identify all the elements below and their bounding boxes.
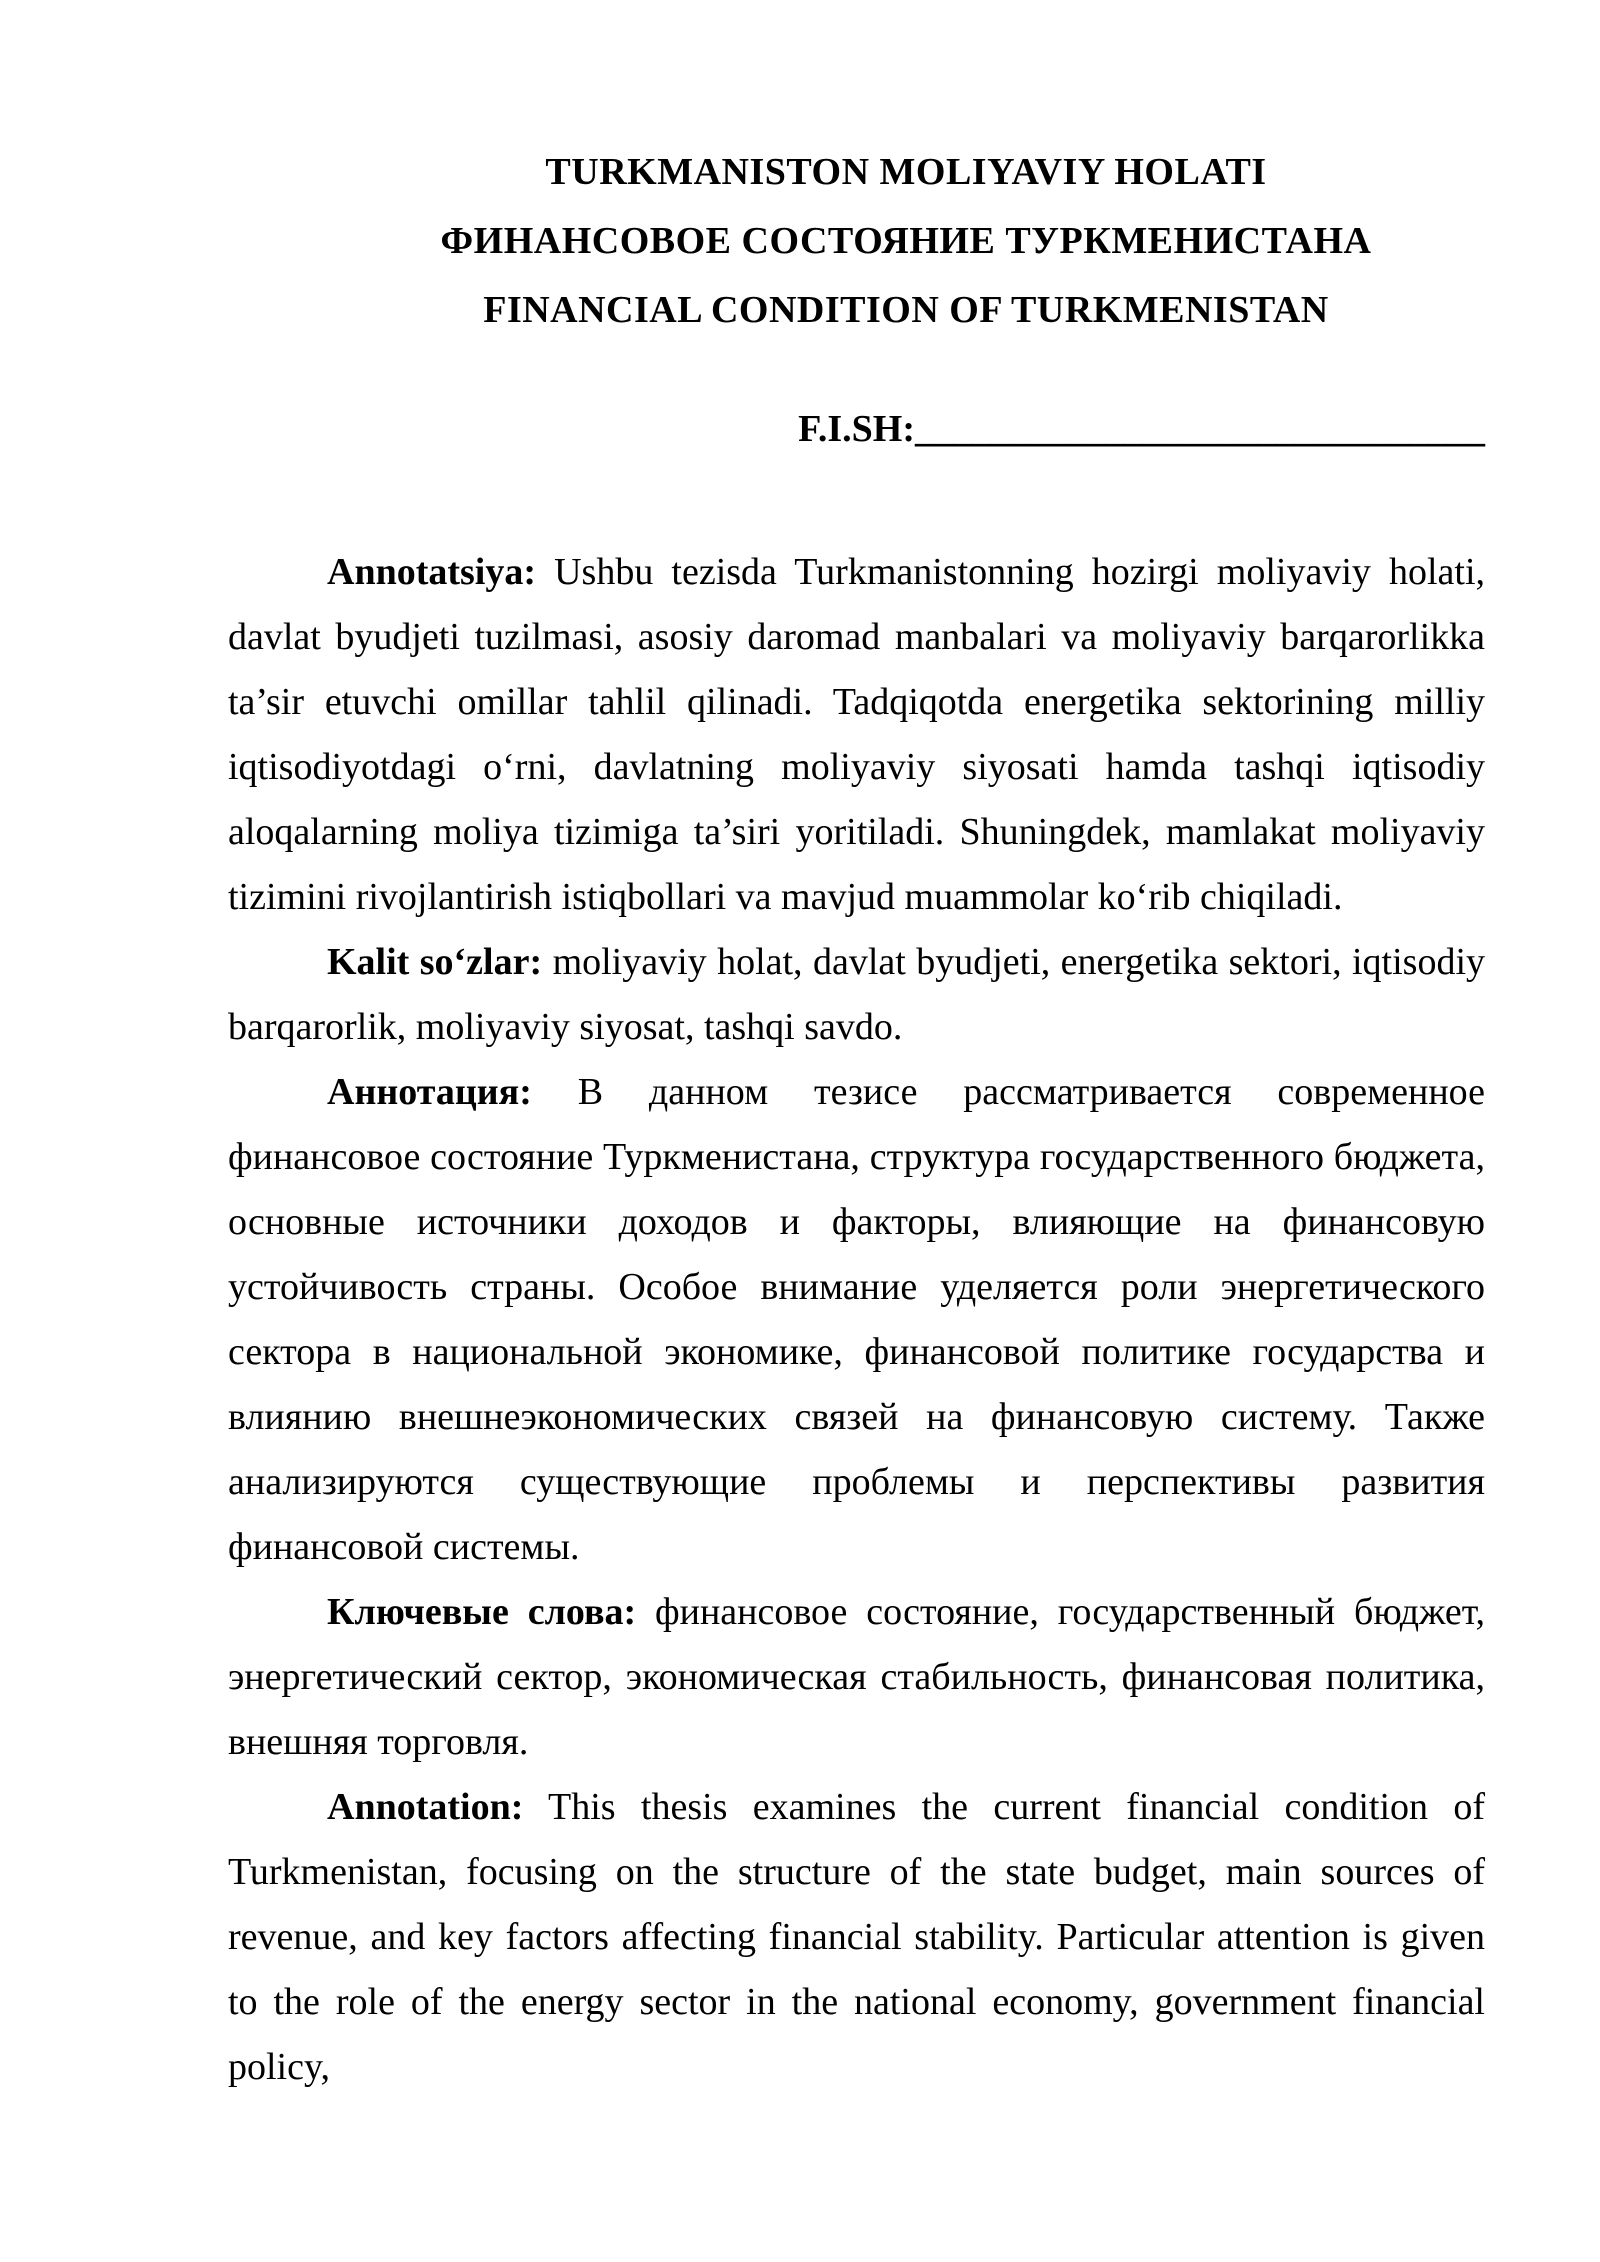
paragraph-keywords-uz-label: Kalit so‘zlar: xyxy=(327,941,543,983)
paragraph-annotation-ru-label: Аннотация: xyxy=(327,1071,532,1113)
paragraph-keywords-ru-label: Ключевые слова: xyxy=(327,1591,637,1633)
paragraph-annotation-en-label: Annotation: xyxy=(327,1786,524,1828)
paragraph-annotation-uz-label: Annotatsiya: xyxy=(327,551,537,593)
document-page xyxy=(228,0,1485,2100)
title-line-russian: ФИНАНСОВОЕ СОСТОЯНИЕ ТУРКМЕНИСТАНА xyxy=(440,220,1372,262)
abstract-body xyxy=(228,540,1485,2100)
title-line-uzbek: TURKMANISTON MOLIYAVIY HOLATI xyxy=(545,151,1267,193)
document-title xyxy=(327,138,1485,345)
title-line-english: FINANCIAL CONDITION OF TURKMENISTAN xyxy=(483,289,1329,331)
paragraph-annotation-uz-text: Ushbu tezisda Turkmanistonning hozirgi moliyaviy holati, davlat byudjeti tuzilmasi, asosiy daromad manbalari va moliyaviy barqarorlikka ta’sir etuvchi omillar tahlil qilinadi. Tadqiqotda energetika sektorining milliy iqtisodiyotdagi o‘rni, davlatning moliyaviy siyosati hamda tashqi iqtisodiy aloqalarning moliya tizimiga ta’siri yoritiladi. Shuningdek, mamlakat moliyaviy tizimini rivojlantirish istiqbollari va mavjud muammolar ko‘rib chiqiladi. xyxy=(228,551,1486,918)
fish-blank-underline: ______________________________ xyxy=(915,408,1485,450)
fish-label: F.I.SH: xyxy=(798,408,915,450)
paragraph-annotation-uz xyxy=(228,540,1485,930)
paragraph-keywords-uz xyxy=(228,930,1485,1060)
paragraph-annotation-en-text: This thesis examines the current financial condition of Turkmenistan, focusing on the structure of the state budget, main sources of revenue, and key factors affecting financial stability. Particular attention is given to the role of the energy sector in the national economy, government financial policy, xyxy=(228,1786,1485,2088)
paragraph-keywords-ru xyxy=(228,1580,1485,1775)
author-name-line xyxy=(228,397,1485,462)
paragraph-annotation-en xyxy=(228,1775,1485,2100)
paragraph-keywords-uz-text: moliyaviy holat, davlat byudjeti, energetika sektori, iqtisodiy barqarorlik, moliyaviy siyosat, tashqi savdo. xyxy=(228,941,1486,1048)
paragraph-keywords-ru-text: финансовое состояние, государственный бюджет, энергетический сектор, экономическая стабильность, финансовая политика, внешняя торговля. xyxy=(228,1591,1485,1763)
paragraph-annotation-ru xyxy=(228,1060,1485,1580)
paragraph-annotation-ru-text: В данном тезисе рассматривается современное финансовое состояние Туркменистана, структура государственного бюджета, основные источники доходов и факторы, влияющие на финансовую устойчивость страны. Особое внимание уделяется роли энергетического сектора в национальной экономике, финансовой политике государства и влиянию внешнеэкономических связей на финансовую систему. Также анализируются существующие проблемы и перспективы развития финансовой системы. xyxy=(228,1071,1486,1568)
